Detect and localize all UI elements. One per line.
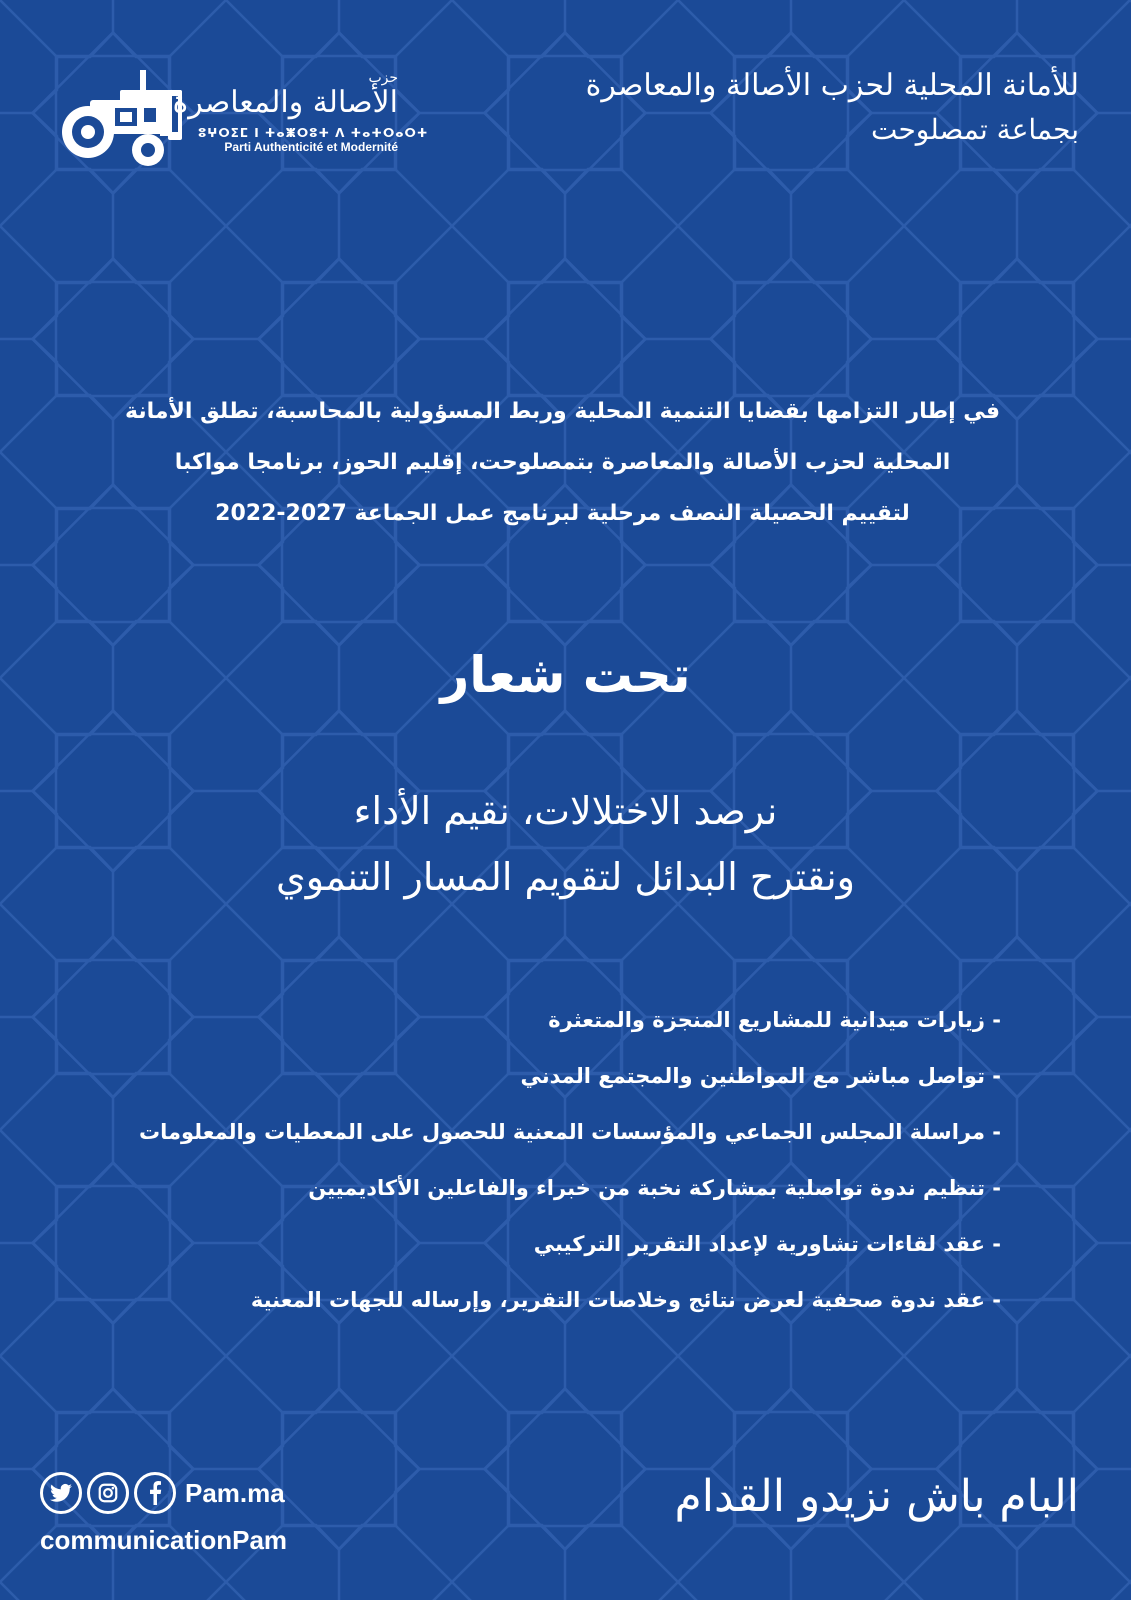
logo-arabic-name: الأصالة والمعاصرة — [172, 85, 398, 120]
website-link[interactable]: Pam.ma — [185, 1477, 285, 1508]
list-item: - مراسلة المجلس الجماعي والمؤسسات المعنية للحصول على المعطيات والمعلومات — [138, 1120, 1001, 1144]
slogan-heading: تحت شعار — [440, 646, 691, 704]
org-name: للأمانة المحلية لحزب الأصالة والمعاصرة — [585, 68, 1079, 103]
tractor-icon — [60, 70, 190, 170]
slogan-line-1: نرصد الاختلالات، نقيم الأداء — [353, 789, 778, 833]
slogan-line-2: ونقترح البدائل لتقويم المسار التنموي — [276, 855, 855, 899]
intro-line-1: في إطار التزامها بقضايا التنمية المحلية وربط المسؤولية بالمحاسبة، تطلق الأمانة — [125, 399, 1000, 424]
logo-tifinagh: ⵓⵖⵔⵉⵎ ⵏ ⵜⴰⵥⵔⵓⵜ ⴷ ⵜⴰⵜⵔⴰⵔⵜ — [198, 126, 429, 140]
intro-line-2: المحلية لحزب الأصالة والمعاصرة بتمصلوحت، إقليم الحوز، برنامجا مواكبا — [174, 450, 951, 475]
social-links — [40, 1468, 330, 1568]
twitter-icon[interactable] — [40, 1472, 82, 1514]
slogan-text — [0, 778, 1131, 910]
list-item: - تواصل مباشر مع المواطنين والمجتمع المدني — [520, 1064, 1001, 1088]
intro-line-3: لتقييم الحصيلة النصف مرحلية لبرنامج عمل الجماعة 2027-2022 — [215, 501, 910, 526]
list-item: - عقد لقاءات تشاورية لإعداد التقرير التركيبي — [533, 1232, 1001, 1256]
list-item: - تنظيم ندوة تواصلية بمشاركة نخبة من خبراء والفاعلين الأكاديميين — [308, 1176, 1001, 1200]
logo-text — [172, 70, 429, 154]
social-handle[interactable]: communicationPam — [40, 1525, 288, 1555]
org-header — [559, 64, 1079, 152]
facebook-icon[interactable] — [134, 1472, 176, 1514]
org-commune: بجماعة تمصلوحت — [870, 113, 1079, 146]
instagram-icon[interactable] — [87, 1472, 129, 1514]
list-item: - عقد ندوة صحفية لعرض نتائج وخلاصات التقرير، وإرساله للجهات المعنية — [250, 1288, 1001, 1312]
action-list — [138, 992, 1001, 1328]
logo-french: Parti Authenticité et Modernité — [224, 140, 398, 154]
party-logo — [60, 70, 429, 180]
social-row — [40, 1468, 330, 1518]
logo-arabic-small: حزب — [368, 70, 398, 86]
intro-paragraph — [120, 386, 1005, 539]
party-tagline: البام باش نزيدو القدام — [674, 1471, 1079, 1522]
list-item: - زيارات ميدانية للمشاريع المنجزة والمتعثرة — [548, 1008, 1001, 1032]
